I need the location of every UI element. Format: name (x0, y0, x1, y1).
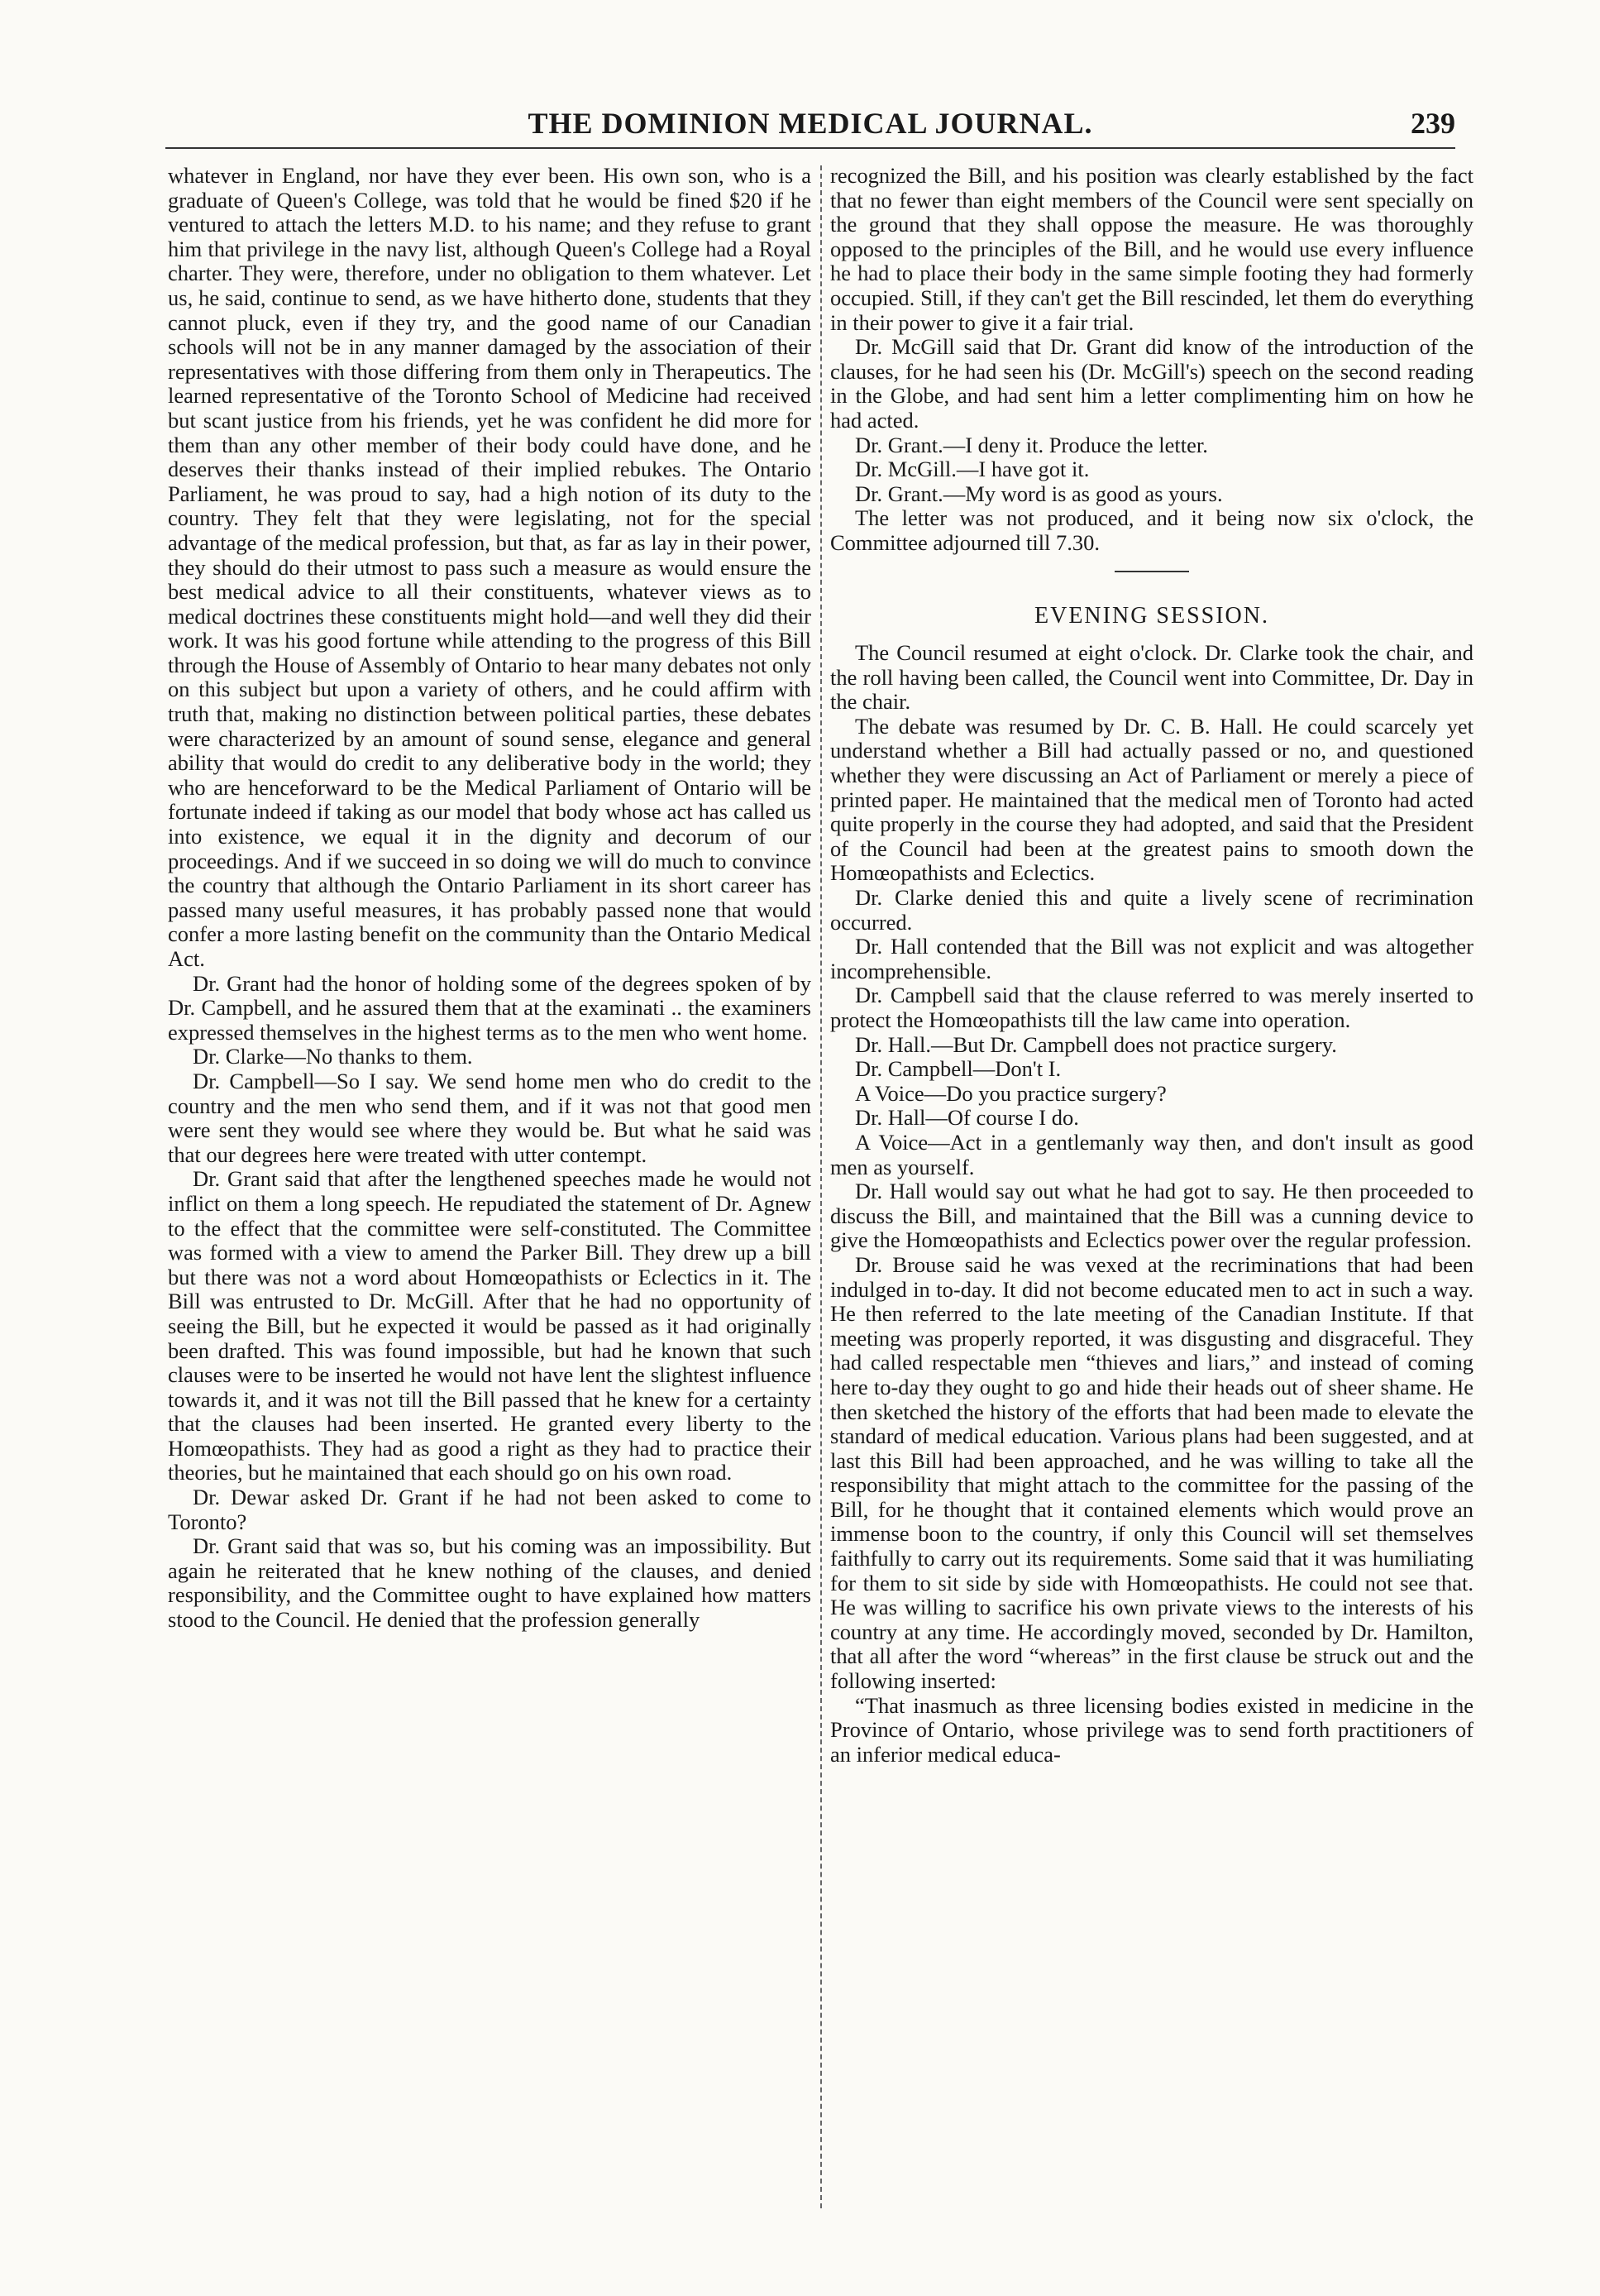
paragraph: Dr. Grant said that was so, but his coming was an impossibility. But again he reiterated that he knew nothing of the clauses, and denied responsibility, and the Committee ought to have explained how matters stood to the Council. He denied that the profession generally (168, 1533, 811, 1633)
paragraph: Dr. Brouse said he was vexed at the recriminations that had been indulged in to-day. It did not become educated men to act in such a way. He then referred to the late meeting of the Canadian Institute. If that meeting was properly reported, it was disgusting and disgraceful. They had called respectable men “thieves and liars,” and instead of coming here to-day they ought to go and hide their heads out of sheer shame. He then sketched the history of the efforts that had been made to elevate the standard of medical education. Various plans had been suggested, and at last this Bill had been approached, and he was willing to take all the responsibility that might attach to the committee for the passing of the Bill, for he thought that it contained elements which would prove an immense boon to the country, if only this Council will set themselves faithfully to carry out its requirements. Some said that it was humiliating for them to sit side by side with Homœopathists. He could not see that. He was willing to sacrifice his own private views to the interests of his country at any time. He accordingly moved, seconded by Dr. Hamilton, that all after the word “whereas” in the first clause be struck out and the following inserted: (830, 1251, 1473, 1694)
paragraph: Dr. Hall.—But Dr. Campbell does not practice surgery. (855, 1031, 1337, 1057)
paragraph: Dr. Grant.—My word is as good as yours. (855, 481, 1223, 506)
section-heading: EVENING SESSION. (1034, 602, 1269, 629)
paragraph: “That inasmuch as three licensing bodies existed in medicine in the Province of Ontario, whose privilege was to send forth practitioners of an inferior medical educa- (830, 1692, 1473, 1767)
paragraph: recognized the Bill, and his position was clearly established by the fact that no fewer than eight members of the Council were sent specially on the ground that they shall oppose the measure. He was thoroughly opposed to the principles of the Bill, and he would use every influence he had to place their body in the same simple footing they had formerly occupied. Still, if they can't get the Bill rescinded, let them do everything in their power to give it a fair trial. (830, 164, 1473, 335)
paragraph: The letter was not produced, and it being now six o'clock, the Committee adjourned till 7.30. (830, 505, 1473, 555)
paragraph: Dr. Campbell—Don't I. (855, 1056, 1062, 1082)
right-column (830, 164, 1473, 2215)
page-header (165, 106, 1455, 142)
paragraph: Dr. Campbell said that the clause referred to was merely inserted to protect the Homœopathists till the law came into operation. (830, 983, 1473, 1032)
paragraph: Dr. Grant.—I deny it. Produce the letter. (855, 432, 1208, 457)
paragraph: Dr. Hall would say out what he had got to say. He then proceeded to discuss the Bill, and maintained that the Bill was a cunning device to give the Homœopathists and Eclectics power over the regular profession. (830, 1179, 1473, 1253)
column-divider (820, 165, 822, 2208)
paragraph: Dr. Campbell—So I say. We send home men who do credit to the country and the men who send them, and if it was not that good men were sent they would see where they would be. But what he said was that our degrees here were treated with utter contempt. (168, 1068, 811, 1167)
paragraph: Dr. McGill said that Dr. Grant did know of the introduction of the clauses, for he had seen his (Dr. McGill's) speech on the second reading in the Globe, and had sent him a letter complimenting him on how he had acted. (830, 334, 1473, 433)
paragraph: Dr. Grant had the honor of holding some of the degrees spoken of by Dr. Campbell, and he assured them that at the examinati .. the examiners expressed themselves in the highest terms as to the men who went home. (168, 970, 811, 1045)
paragraph: The Council resumed at eight o'clock. Dr. Clarke took the chair, and the roll having been called, the Council went into Committee, Dr. Day in the chair. (830, 640, 1473, 715)
header-rule (165, 147, 1455, 149)
paragraph: Dr. Clarke denied this and quite a lively scene of recrimination occurred. (830, 885, 1473, 935)
paragraph: Dr. Hall contended that the Bill was not explicit and was altogether incomprehensible. (830, 934, 1473, 983)
section-rule (1115, 571, 1189, 572)
paragraph: Dr. Hall—Of course I do. (855, 1105, 1079, 1131)
paragraph: Dr. McGill.—I have got it. (855, 457, 1090, 482)
paragraph: The debate was resumed by Dr. C. B. Hall. He could scarcely yet understand whether a Bill had actually passed or no, and questioned whether they were discussing an Act of Parliament or merely a piece of printed paper. He maintained that the medical men of Toronto had acted quite properly in the course they had adopted, and said that the President of the Council had been at the greatest pains to smooth down the Homœopathists and Eclectics. (830, 713, 1473, 886)
paragraph: Dr. Clarke—No thanks to them. (193, 1044, 473, 1069)
paragraph: A Voice—Do you practice surgery? (855, 1080, 1167, 1106)
paragraph: A Voice—Act in a gentlemanly way then, and don't insult as good men as yourself. (830, 1129, 1473, 1179)
paragraph: Dr. Dewar asked Dr. Grant if he had not been asked to come to Toronto? (168, 1485, 811, 1534)
page-number: 239 (1411, 107, 1455, 140)
paragraph: Dr. Grant said that after the lengthened speeches made he would not inflict on them a long speech. He repudiated the statement of Dr. Agnew to the effect that the committee were self-constituted. The Committee was formed with a view to amend the Parker Bill. They drew up a bill but there was not a word about Homœopathists or Eclectics in it. The Bill was entrusted to Dr. McGill. After that he had no opportunity of seeing the Bill, but he expected it would be passed as it had originally been drafted. This was found impossible, but had he known that such clauses were to be inserted he would not have lent the slightest influence towards it, and it was not till the Bill passed that he knew for a certainty that the clauses had been inserted. He granted every liberty to the Homœopathists. They had as good a right as they had to practice their theories, but he maintained that each should go on his own road. (168, 1166, 811, 1485)
left-column (168, 164, 811, 2215)
paragraph: whatever in England, nor have they ever been. His own son, who is a graduate of Queen's College, was told that he would be fined $20 if he ventured to attach the letters M.D. to his name; and they refuse to grant him that privilege in the navy list, although Queen's College had a Royal charter. They were, therefore, under no obligation to them whatever. Let us, he said, continue to send, as we have hitherto done, students that they cannot pluck, even if they try, and the good name of our Canadian schools will not be in any manner damaged by the association of their representatives with those differing from them only in Therapeutics. The learned representative of the Toronto School of Medicine had received but scant justice from his friends, yet he was confident he did more for them than any other member of their body could have done, and he deserves their thanks instead of their implied rebukes. The Ontario Parliament, he was proud to say, had a high notion of its duty to the country. They felt that they were legislating, not for the special advantage of the medical profession, but that, as far as lay in their power, they should do their utmost to pass such a measure as would ensure the best medical advice to all their constituents, whatever views as to medical doctrines these constituents might hold—and well they did their work. It was his good fortune while attending to the progress of this Bill through the House of Assembly of Ontario to hear many debates not only on this subject but upon a variety of others, and he could affirm with truth that, making no distinction between political parties, these debates were characterized by an amount of sound sense, elegance and general ability that would do credit to any deliberative body in the world; they who are henceforward to be the Medical Parliament of Ontario will be fortunate indeed if taking as our model that body whose act has called us into existence, we equal it in the dignity and decorum of our proceedings. And if we succeed in so doing we will do much to convince the country that although the Ontario Parliament in its short career has passed many useful measures, it has probably passed none that would confer a more lasting benefit on the community than the Ontario Medical Act. (168, 164, 811, 971)
running-title: THE DOMINION MEDICAL JOURNAL. (528, 107, 1093, 140)
